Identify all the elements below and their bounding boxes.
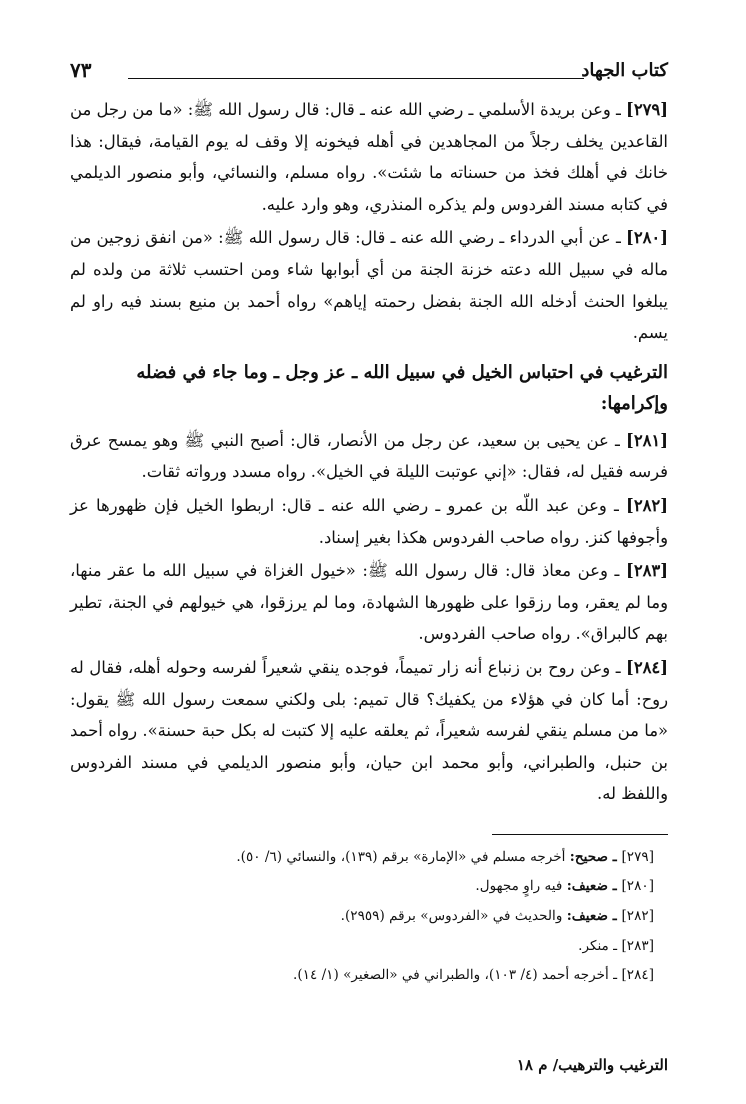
footnote (70, 902, 654, 932)
hadith-text: ـ وعن روح بن زنباع أنه زار تميماً، فوجده ينقي شعيراً لفرسه وحوله أهله، فقال له روح: أما كان في هؤلاء من يكفيك؟ قال تميم: بلى ولكني سمعت رسول الله ﷺ يقول: «ما من مسلم ينقي لفرسه شعيراً، ثم يعلقه عليه إلا كتبت له بكل حبة حسنة». رواه أحمد بن حنبل، والطبراني، وأبو محمد ابن حيان، وأبو منصور الديلمي في مسند الفردوس واللفظ له. (70, 657, 668, 804)
footer-book-title: الترغيب والترهيب/ م (538, 1056, 668, 1074)
book-page (70, 58, 668, 1074)
footnote-number: [٢٨٢] (621, 908, 654, 925)
hadith-number: [٢٨٣] (626, 561, 668, 581)
chapter-title: كتاب الجهاد (581, 60, 668, 81)
footnote-text: والحديث في «الفردوس» برقم (٢٩٥٩). (340, 908, 567, 925)
footnote-text: فيه راوٍ مجهول. (475, 878, 567, 895)
footnote (70, 932, 654, 962)
footnote-number: [٢٨٣] (621, 937, 654, 954)
hadith-paragraph (70, 222, 668, 348)
footnote-number: [٢٨٤] (621, 967, 654, 984)
page-header (70, 58, 668, 94)
footnote-number: [٢٨٠] (621, 878, 654, 895)
hadith-text: ـ وعن بريدة الأسلمي ـ رضي الله عنه ـ قال: قال رسول الله ﷺ: «ما من رجل من القاعدين يخلف رجلاً من المجاهدين في أهله فيخونه إلا وقف له يوم القيامة، فيقال: هذا خانك في أهلك فخذ من حسناته ما شئت». رواه مسلم، والنسائي، وأبو منصور الديلمي في كتابه مسند الفردوس ولم يذكره المنذري، وهو وارد عليه. (70, 100, 668, 214)
footnote-text: أخرجه مسلم في «الإمارة» برقم (١٣٩)، والنسائي (٦/ ٥٠). (236, 848, 570, 865)
footnote (70, 843, 654, 873)
hadith-text: ـ وعن عبد اللّه بن عمرو ـ رضي الله عنه ـ قال: اربطوا الخيل فإن ظهورها عز وأجوفها كنز. رواه صاحب الفردوس هكذا بغير إسناد. (70, 495, 668, 547)
footnote-grade: ـ ضعيف: (566, 878, 622, 895)
hadith-number: [٢٨٢] (626, 495, 668, 515)
header-rule (128, 78, 584, 79)
hadith-number: [٢٨١] (626, 430, 668, 450)
hadith-number: [٢٧٩] (626, 100, 668, 119)
hadith-number: [٢٨٠] (626, 228, 668, 248)
page-footer (517, 1056, 668, 1074)
footnote (70, 872, 654, 902)
page-number: ٧٣ (70, 58, 92, 82)
footer-signature-number: ١٨ (516, 1056, 533, 1074)
footnotes (70, 843, 654, 991)
hadith-paragraph (70, 652, 668, 810)
footnote-grade: ـ ضعيف: (566, 908, 622, 925)
hadith-text: ـ عن أبي الدرداء ـ رضي الله عنه ـ قال: قال رسول الله ﷺ: «من انفق زوجين من ماله في سبيل الله دعته خزنة الجنة من أي أبوابها شاء ومن احتسب ثلاثة من ولده لم يبلغوا الحنث أدخله الله الجنة بفضل رحمته إياهم» رواه أحمد بن منيع بسند فيه راو لم يسم. (70, 228, 668, 343)
footnote-number: [٢٧٩] (621, 848, 654, 865)
hadith-number: [٢٨٤] (626, 657, 668, 677)
footnote-grade: ـ صحيح: (569, 848, 622, 865)
hadith-text: ـ عن يحيى بن سعيد، عن رجل من الأنصار، قال: أصبح النبي ﷺ وهو يمسح عرق فرسه فقيل له، فقال: «إني عوتبت الليلة في الخيل». رواه مسدد ورواته ثقات. (70, 430, 668, 482)
footnote-text: ـ منكر. (578, 937, 622, 954)
footnote (70, 961, 654, 991)
footnote-text: ـ أخرجه أحمد (٤/ ١٠٣)، والطبراني في «الصغير» (١/ ١٤). (293, 967, 622, 984)
hadith-paragraph (70, 425, 668, 488)
hadith-text: ـ وعن معاذ قال: قال رسول الله ﷺ: «خيول الغزاة في سبيل الله ما عقر منها، وما لم يعقر، وما رزقوا على ظهورها الشهادة، وما لم يرزقوا، هي خيولهم في الجنة، تطير بهم كالبراق». رواه صاحب الفردوس. (70, 561, 668, 644)
section-heading: الترغيب في احتباس الخيل في سبيل الله ـ عز وجل ـ وما جاء في فضله وإكرامها: (136, 361, 668, 414)
hadith-paragraph (70, 555, 668, 650)
footnote-divider (492, 834, 668, 835)
hadith-paragraph (70, 94, 668, 220)
hadith-paragraph (70, 490, 668, 553)
